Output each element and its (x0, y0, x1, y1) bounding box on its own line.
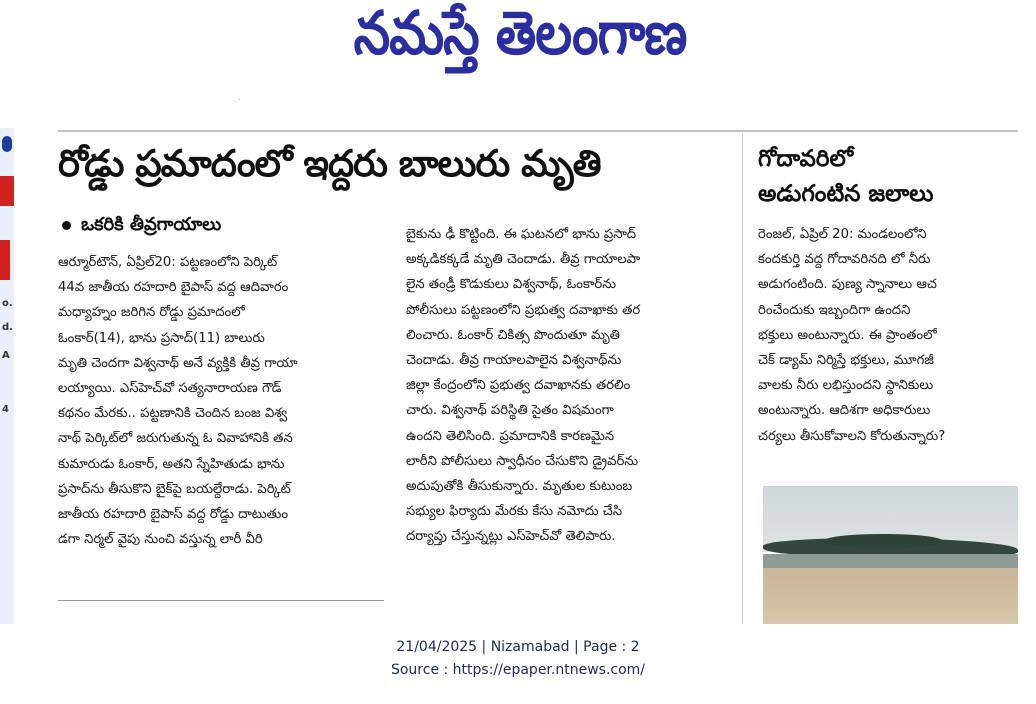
column-divider (742, 134, 743, 624)
text-line: అదుపుతోకి తీసుకున్నారు. మృతుల కుటుంబ (406, 479, 633, 495)
text-line: జాతీయ రహదారి బైపాస్ వద్ద రోడ్డు దాటుతుం (58, 507, 289, 523)
side-headline: గోదావరిలో అడుగంటిన జలాలు (758, 146, 934, 207)
text-line: ప్రసాద్‌ను తీసుకొని బైక్‌పై బయల్దేరాడు. పెర్కిట్ (58, 481, 291, 497)
main-story-column-1 (58, 250, 383, 552)
edge-letter: o. (2, 298, 13, 309)
text-line: పోలీసులు పట్టణంలోని ప్రభుత్వ దవాఖాకు తర (406, 302, 641, 318)
text-line: వాలకు నీరు లభిస్తుందని స్థానికులు (758, 378, 934, 394)
bullet-icon (62, 221, 71, 230)
text-line: కందకుర్తి వద్ద గోదావరినది లో నీరు (758, 252, 931, 268)
text-line: లించారు. ఓంకార్ చికిత్స పొందుతూ మృతి (406, 327, 620, 343)
adjacent-page-edge (0, 128, 16, 624)
text-line: రించేందుకు ఇబ్బందిగా ఉందని (758, 302, 911, 318)
text-line: చెక్ డ్యామ్ నిర్మిస్తే భక్తులు, మూగజీ (758, 353, 934, 369)
edge-letter: A (2, 350, 10, 361)
text-line: దర్యాప్తు చేస్తున్నట్లు ఎస్‌హెచ్‌వో తెలిపారు. (406, 529, 616, 545)
text-line: రెంజల్, ఏప్రిల్ 20: మండలంలోని (758, 227, 927, 242)
text-line: డగా నిర్మల్ వైపు నుంచి వస్తున్న లారీ వీరి (58, 532, 263, 548)
text-line: ఉందని తెలిసింది. ప్రమాదానికి కారణమైన (406, 428, 615, 444)
edge-logo-fragment (2, 136, 12, 152)
edge-letter: 4 (2, 404, 9, 415)
text-line: లయ్యాయి. ఎస్‌హెచ్‌వో సత్యనారాయణ గౌడ్ (58, 381, 282, 397)
masthead-strip-fragment: · (238, 96, 241, 104)
text-line: చర్యలు తీసుకోవాలని కోరుతున్నారు? (758, 428, 946, 444)
text-line: భక్తులు అంటున్నారు. ఈ ప్రాంతంలో (758, 327, 937, 343)
page-footer (0, 636, 1036, 682)
masthead (0, 0, 1036, 104)
text-line: లైన తండ్రీ కొడుకులు విశ్వనాథ్, ఓంకార్‌ను (406, 277, 617, 293)
edge-letter: d. (2, 322, 13, 333)
text-line: ఓంకార్(14), భాను ప్రసాద్(11) బాలురు (58, 330, 265, 346)
top-rule (58, 130, 1018, 132)
text-line: నాథ్ పెర్కిట్‌లో జరుగుతున్న ఓ వివాహానికి తన (58, 431, 293, 447)
source-link[interactable]: Source : https://epaper.ntnews.com/ (390, 662, 646, 678)
newspaper-logo: నమస్తే తెలంగాణ (353, 0, 687, 69)
text-line: కుమారుడు ఓంకార్, అతని స్నేహితుడు భాను (58, 456, 285, 472)
bottom-rule (58, 600, 384, 601)
main-story-column-2 (406, 222, 728, 550)
godavari-river-photo (763, 486, 1018, 624)
text-line: బైకును ఢీ కొట్టింది. ఈ ఘటనలో భాను ప్రసాద్ (406, 227, 637, 242)
text-line: చారు. విశ్వనాథ్ పరిస్థితి సైతం విషమంగా (406, 403, 614, 419)
text-line: చెందాడు. తీవ్ర గాయాలపాలైన విశ్వనాథ్‌ను (406, 353, 622, 369)
edition-info: 21/04/2025 | Nizamabad | Page : 2 (396, 639, 640, 655)
text-line: మృతి చెందగా విశ్వనాథ్ అనే వ్యక్తికి తీవ్ర గాయా (58, 355, 298, 371)
side-story-column (758, 222, 1018, 449)
text-line: 44వ జాతీయ రహదారి బైపాస్ వద్ద ఆదివారం (58, 280, 289, 296)
text-line: కథనం మేరకు.. పట్టణానికి చెందిన బంజ విశ్వ (58, 406, 288, 422)
news-clipping (0, 104, 1036, 624)
text-line: సభ్యుల ఫిర్యాదు మేరకు కేసు నమోదు చేసి (406, 504, 623, 520)
text-line: ఆర్మూర్‌టౌన్, ఏప్రిల్20: పట్టణంలోని పెర్కిట్ (58, 255, 278, 270)
text-line: మధ్యాహ్నం జరిగిన రోడ్డు ప్రమాదంలో (58, 305, 245, 321)
text-line: లారీని పోలీసులు స్వాధీనం చేసుకొని డ్రైవర్‌ను (406, 453, 639, 469)
text-line: జిల్లా కేంద్రంలోని ప్రభుత్వ దవాఖానకు తరలిం (406, 378, 631, 394)
text-line: అడుగంటింది. పుణ్య స్నానాలు ఆచ (758, 277, 937, 293)
text-line: అంటున్నారు. ఆదిశగా అధికారులు (758, 403, 931, 419)
edge-red-block (0, 176, 14, 206)
main-headline: రోడ్డు ప్రమాదంలో ఇద్దరు బాలురు మృతి (58, 142, 601, 185)
text-line: అక్కడికక్కడే మృతి చెందాడు. తీవ్ర గాయాలపా (406, 252, 641, 268)
edge-red-block (0, 240, 10, 280)
main-subhead: ఒకరికి తీవ్రగాయాలు (62, 214, 221, 239)
